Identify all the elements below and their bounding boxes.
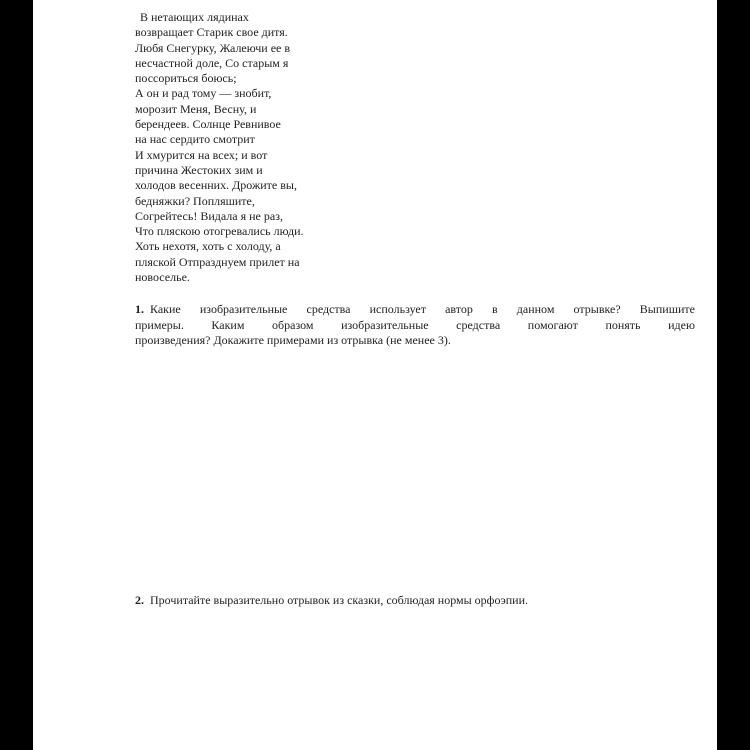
poem-line: пляской Отпразднуем прилет на — [135, 254, 300, 269]
question-2 — [135, 593, 695, 608]
document-page — [33, 0, 717, 750]
word: понять — [605, 317, 641, 332]
word: образом — [272, 317, 314, 332]
word: Выпишите — [639, 302, 695, 316]
word: данном — [516, 302, 555, 316]
question-number: 2. — [135, 593, 144, 607]
question-1 — [135, 302, 695, 349]
word: отрывке? — [573, 302, 621, 316]
word: средства — [306, 302, 351, 316]
word: примеры. — [135, 317, 184, 332]
question-1-line-3: произведения? Докажите примерами из отрывка (не менее 3). — [135, 333, 451, 347]
poem-excerpt — [135, 10, 345, 285]
question-1-line-2 — [135, 318, 695, 334]
question-2-text: Прочитайте выразительно отрывок из сказки, соблюдая нормы орфоэпии. — [150, 593, 529, 607]
word: автор — [445, 302, 473, 316]
word: использует — [369, 302, 426, 316]
poem-line: поссориться боюсь; — [135, 71, 237, 86]
word: изобразительные — [341, 317, 429, 332]
poem-line: В нетающих лядинах — [140, 10, 249, 24]
poem-line: несчастной доле, Со старым я — [135, 55, 289, 70]
word: Каким — [211, 317, 245, 332]
poem-line: возвращает Старик свое дитя. — [135, 25, 288, 40]
word: идею — [668, 317, 695, 332]
question-number: 1. — [135, 302, 144, 316]
poem-line: И хмурится на всех; и вот — [135, 147, 268, 162]
question-1-line-1 — [135, 302, 695, 318]
word: средства — [456, 317, 501, 332]
word: Какие — [150, 302, 181, 316]
poem-line: Согрейтесь! Видала я не раз, — [135, 208, 283, 223]
word: изобразительные — [199, 302, 288, 316]
question-1-number-and-word — [135, 302, 181, 318]
poem-line: новоселье. — [135, 270, 190, 285]
poem-line: причина Жестоких зим и — [135, 162, 263, 177]
poem-line: берендеев. Солнце Ревнивое — [135, 117, 281, 132]
word: помогают — [527, 317, 578, 332]
poem-line: холодов весенних. Дрожите вы, — [135, 178, 297, 193]
word: в — [492, 302, 498, 316]
poem-line: на нас сердито смотрит — [135, 132, 255, 147]
poem-line: А он и рад тому — знобит, — [135, 86, 272, 101]
poem-line: Что пляскою отогревались люди. — [135, 224, 304, 239]
poem-line: бедняжки? Попляшите, — [135, 193, 255, 208]
poem-line: Хоть нехотя, хоть с холоду, а — [135, 239, 281, 254]
poem-line: морозит Меня, Весну, и — [135, 101, 257, 116]
poem-line: Любя Снегурку, Жалеючи ее в — [135, 40, 291, 55]
